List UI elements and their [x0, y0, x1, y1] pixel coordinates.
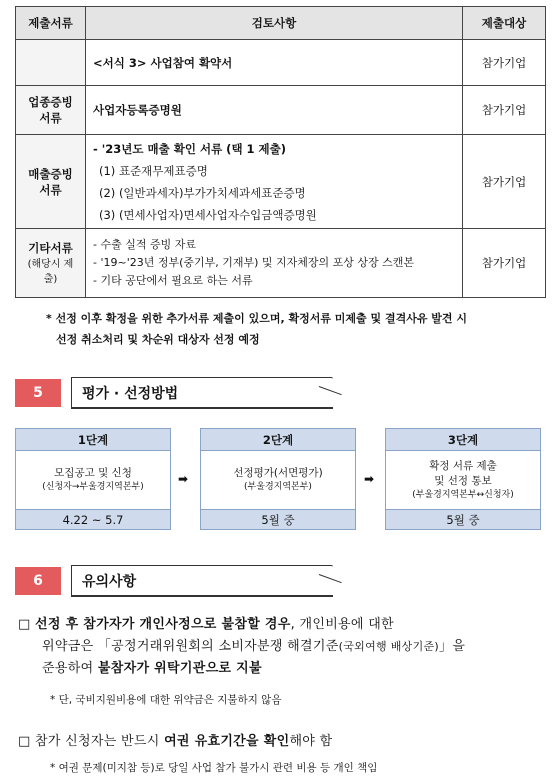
- step-body: 선정평가(서면평가) (부울경지역본부): [233, 467, 323, 492]
- step-period: 5월 중: [201, 509, 355, 529]
- target-cell: 참가기업: [463, 135, 546, 229]
- doc-cell: 매출증빙 서류: [16, 135, 86, 229]
- step-1-box: [15, 428, 171, 530]
- header-target: 제출대상: [463, 7, 546, 40]
- submission-documents-table: [15, 6, 546, 298]
- section-title: 유의사항: [71, 565, 333, 597]
- notice-paragraph-1: □ 선정 후 참가자가 개인사정으로 불참할 경우, 개인비용에 대한 위약금은 「공정거래위원회의 소비자분쟁 해결기준(국외여행 배상기준)」을 준용하여 불참자가 위탁기관으로 지불: [18, 617, 466, 676]
- target-cell: 참가기업: [463, 86, 546, 135]
- table-header-row: [16, 7, 546, 40]
- section-number: 5: [15, 379, 61, 407]
- section-number: 6: [15, 567, 61, 595]
- step-heading: 3단계: [386, 429, 540, 451]
- section-5-header: [15, 377, 335, 411]
- arrow-right-icon: ➡: [178, 472, 189, 486]
- table-row: [16, 229, 546, 298]
- header-document: 제출서류: [16, 7, 86, 40]
- section-6-header: [15, 565, 335, 599]
- doc-cell: 업종증빙 서류: [16, 86, 86, 135]
- doc-cell: 기타서류 (해당시 제 출): [16, 229, 86, 298]
- review-cell: 사업자등록증명원: [86, 86, 463, 135]
- step-heading: 2단계: [201, 429, 355, 451]
- step-period: 4.22 ~ 5.7: [16, 509, 170, 529]
- target-cell: 참가기업: [463, 40, 546, 86]
- notice-subnote-2: * 여권 문제(미지참 등)로 당일 사업 참가 불가시 관련 비용 등 개인 책임: [50, 762, 378, 774]
- header-review: 검토사항: [86, 7, 463, 40]
- step-2-box: [200, 428, 356, 530]
- checkbox-square-icon: □: [18, 617, 31, 632]
- review-cell: - 수출 실적 증빙 자료 - '19~'23년 정부(중기부, 기재부) 및 지자체장의 포상 상장 스캔본 - 기타 공단에서 필요로 하는 서류: [86, 229, 463, 298]
- review-cell: - '23년도 매출 확인 서류 (택 1 제출) (1) 표준재무제표증명 (2) (일반과세자)부가가치세과세표준증명 (3) (면세사업자)면세사업자수입금액증명원: [86, 135, 463, 229]
- review-cell: <서식 3> 사업참여 확약서: [86, 40, 463, 86]
- step-3-box: [385, 428, 541, 530]
- target-cell: 참가기업: [463, 229, 546, 298]
- step-period: 5월 중: [386, 509, 540, 529]
- table-row: [16, 135, 546, 229]
- table-row: [16, 40, 546, 86]
- step-heading: 1단계: [16, 429, 170, 451]
- step-body: 모집공고 및 신청 (신청자→부울경지역본부): [42, 467, 144, 492]
- notice-paragraph-2: □ 참가 신청자는 반드시 여권 유효기간을 확인해야 함: [18, 734, 333, 749]
- section-title: 평가 · 선정방법: [71, 377, 333, 409]
- table-row: [16, 86, 546, 135]
- arrow-right-icon: ➡: [364, 472, 375, 486]
- table-footnote: * 선정 이후 확정을 위한 추가서류 제출이 있으며, 확정서류 미제출 및 결격사유 발견 시 선정 취소처리 및 차순위 대상자 선정 예정: [46, 312, 467, 346]
- step-body: 확정 서류 제출 및 선정 통보 (부울경지역본부↔신청자): [412, 459, 514, 500]
- checkbox-square-icon: □: [18, 734, 31, 749]
- notice-subnote-1: * 단, 국비지원비용에 대한 위약금은 지불하지 않음: [50, 694, 282, 706]
- doc-cell-empty: [16, 40, 86, 86]
